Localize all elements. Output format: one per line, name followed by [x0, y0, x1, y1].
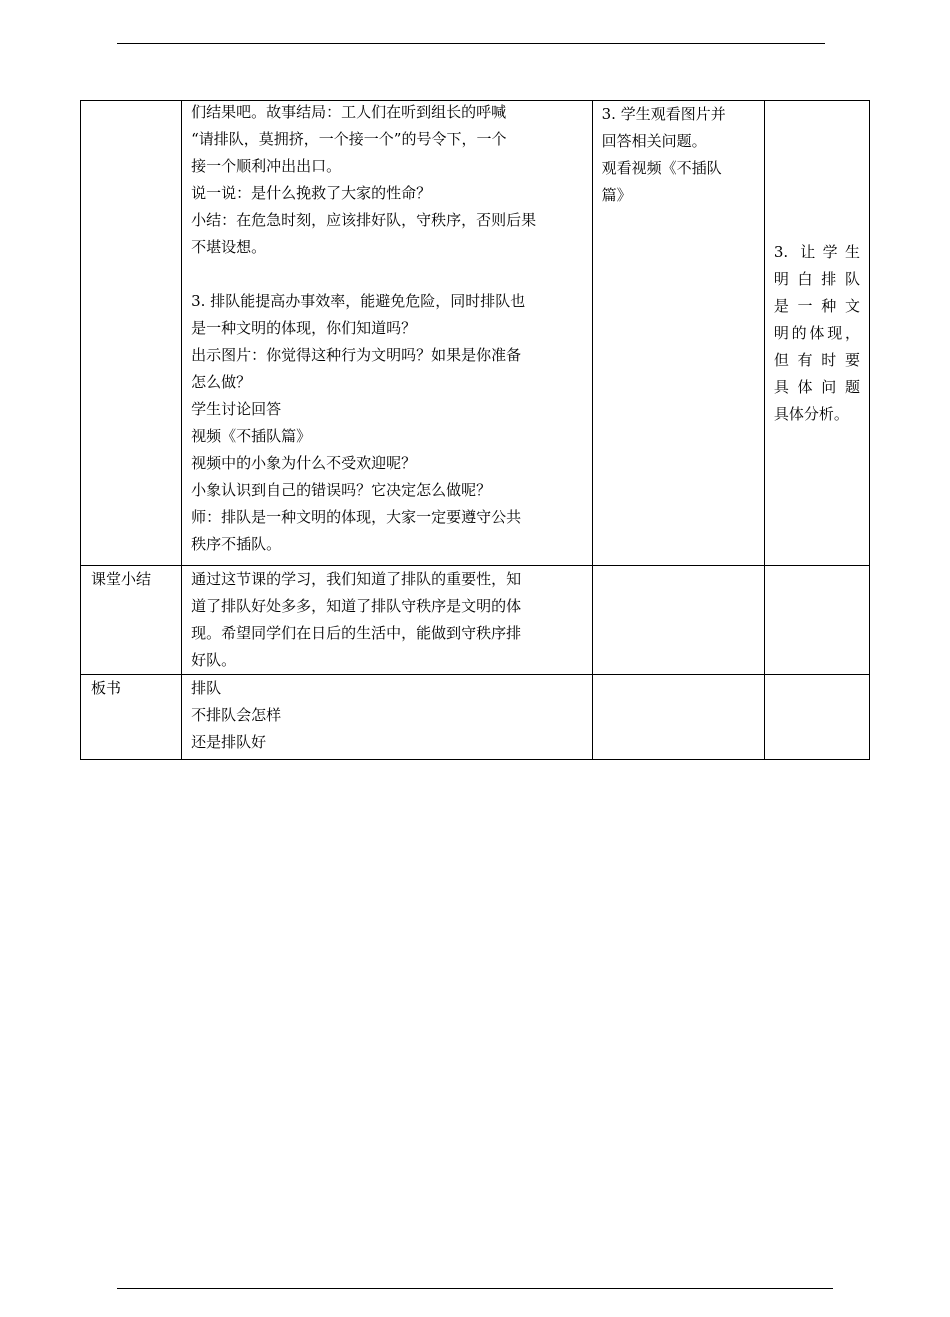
- teaching-process-row: [81, 101, 870, 566]
- text-line: 说一说：是什么挽救了大家的性命？: [191, 184, 432, 202]
- text-line: 还是排队好: [191, 733, 267, 751]
- board-label: 板书: [81, 675, 182, 760]
- text-line: 们结果吧。故事结局：工人们在听到组长的呼喊: [191, 103, 507, 121]
- student-activity-cell: [592, 101, 764, 566]
- summary-intent-cell: [764, 566, 869, 675]
- text-line: 怎么做？: [191, 373, 252, 391]
- text-line: 出示图片：你觉得这种行为文明吗？如果是你准备: [191, 346, 522, 364]
- board-student-cell: [592, 675, 764, 760]
- footer-rule: [117, 1288, 833, 1289]
- text-line: 通过这节课的学习，我们知道了排队的重要性，知: [191, 570, 522, 588]
- text-line: 接一个顺利冲出出口。: [191, 157, 342, 175]
- summary-content-cell: [182, 566, 593, 675]
- board-row: [81, 675, 870, 760]
- text-line: 明白排队: [773, 269, 860, 288]
- text-line: 观看视频《不插队: [601, 159, 722, 177]
- text-line: 是一种文: [773, 296, 860, 315]
- header-rule: [117, 43, 825, 44]
- text-line: 3. 排队能提高办事效率，能避免危险，同时排队也: [191, 292, 526, 310]
- text-line: 视频《不插队篇》: [191, 427, 312, 445]
- text-line: 明的体现，: [773, 323, 860, 342]
- text-line: 小结：在危急时刻，应该排好队，守秩序，否则后果: [191, 211, 537, 229]
- design-intent-cell: [764, 101, 869, 566]
- summary-label: 课堂小结: [81, 566, 182, 675]
- text-line: 视频中的小象为什么不受欢迎呢？: [191, 454, 417, 472]
- text-line: 现。希望同学们在日后的生活中，能做到守秩序排: [191, 624, 522, 642]
- text-line: 是一种文明的体现，你们知道吗？: [191, 319, 417, 337]
- text-line: 排队: [191, 679, 222, 697]
- process-label-cell: [81, 101, 182, 566]
- text-line: 道了排队好处多多，知道了排队守秩序是文明的体: [191, 597, 522, 615]
- text-line: 秩序不插队。: [191, 535, 282, 553]
- text-line: 好队。: [191, 651, 237, 669]
- text-line: 不排队会怎样: [191, 706, 282, 724]
- board-content-cell: [182, 675, 593, 760]
- text-line: 但有时要: [773, 350, 860, 369]
- text-line: “请排队，莫拥挤，一个接一个”的号令下，一个: [191, 130, 507, 148]
- board-intent-cell: [764, 675, 869, 760]
- text-line: 3. 让学生: [773, 242, 860, 261]
- text-line: 篇》: [601, 186, 632, 204]
- text-line: 具体分析。: [773, 404, 849, 423]
- text-line: 具体问题: [773, 377, 860, 396]
- summary-row: [81, 566, 870, 675]
- text-line: 3. 学生观看图片并: [601, 105, 726, 123]
- text-line: 小象认识到自己的错误吗？它决定怎么做呢？: [191, 481, 492, 499]
- text-line: 师：排队是一种文明的体现，大家一定要遵守公共: [191, 508, 522, 526]
- text-line: 不堪设想。: [191, 238, 267, 256]
- teacher-activity-cell: [182, 101, 593, 566]
- blank-line: [191, 261, 583, 288]
- summary-student-cell: [592, 566, 764, 675]
- lesson-plan-table: [80, 100, 870, 760]
- text-line: 学生讨论回答: [191, 400, 282, 418]
- text-line: 回答相关问题。: [601, 132, 707, 150]
